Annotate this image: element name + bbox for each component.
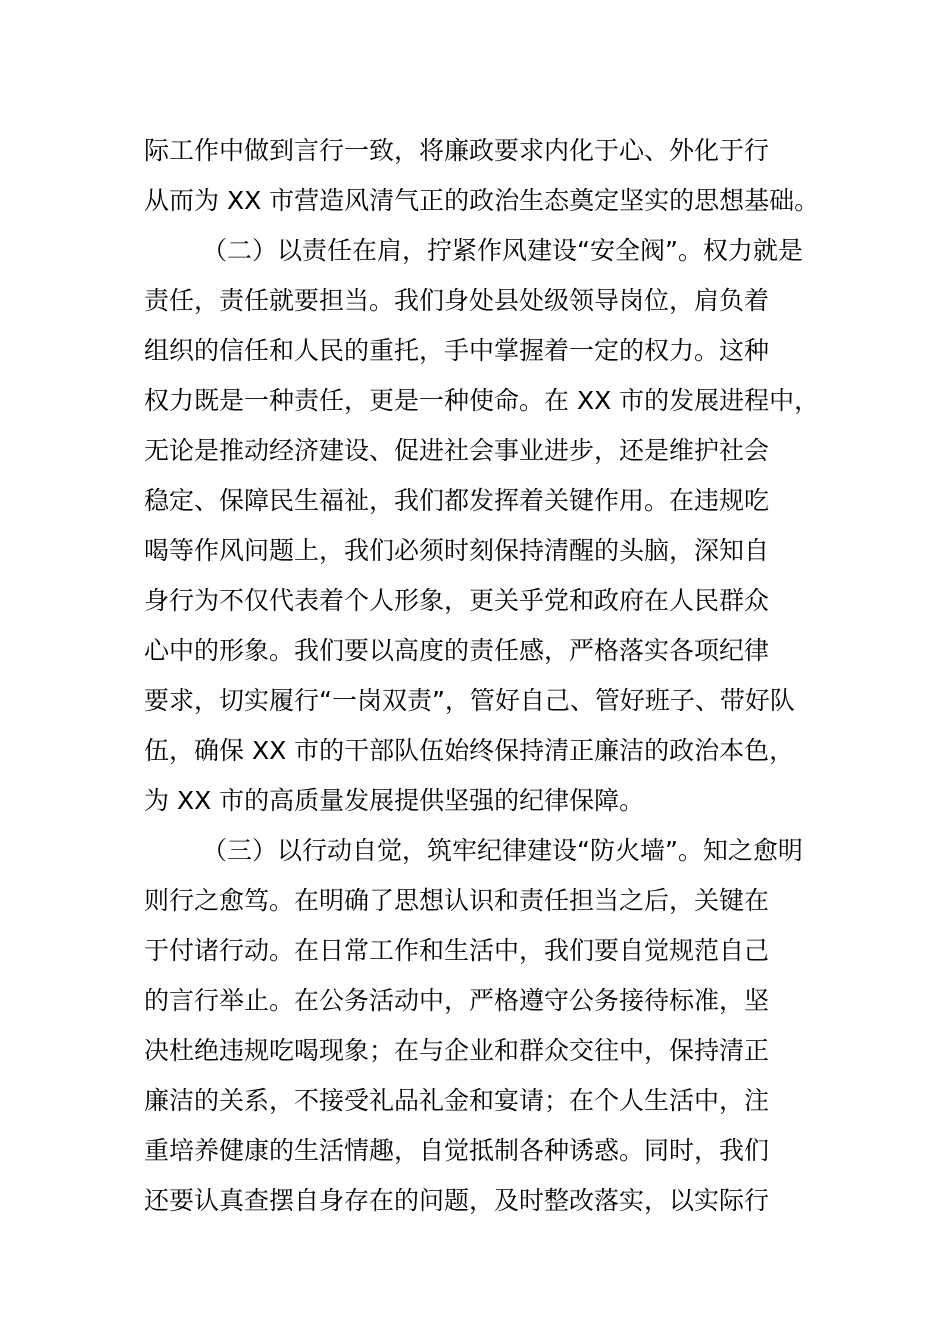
text-line: 重培养健康的生活情趣，自觉抵制各种诱惑。同时，我们: [144, 1136, 770, 1165]
document-body: [144, 126, 834, 1226]
text-line: 无论是推动经济建设、促进社会事业进步，还是维护社会: [144, 436, 770, 465]
text-line: 责任，责任就要担当。我们身处县处级领导岗位，肩负着: [144, 286, 770, 315]
text-line: 决杜绝违规吃喝现象；在与企业和群众交往中，保持清正: [144, 1036, 770, 1065]
text-line: 稳定、保障民生福祉，我们都发挥着关键作用。在违规吃: [144, 486, 770, 515]
text-line: 还要认真查摆自身存在的问题，及时整改落实，以实际行: [144, 1186, 770, 1215]
text-line: 从而为 XX 市营造风清气正的政治生态奠定坚实的思想基础。: [144, 186, 820, 215]
text-line: 心中的形象。我们要以高度的责任感，严格落实各项纪律: [144, 636, 770, 665]
section-heading-line: （三）以行动自觉，筑牢纪律建设“防火墙”。知之愈明: [202, 836, 803, 865]
text-line: 组织的信任和人民的重托，手中掌握着一定的权力。这种: [144, 336, 770, 365]
text-line: 的言行举止。在公务活动中，严格遵守公务接待标准，坚: [144, 986, 770, 1015]
section-heading-line: （二）以责任在肩，拧紧作风建设“安全阀”。权力就是: [202, 236, 803, 265]
text-line: 伍，确保 XX 市的干部队伍始终保持清正廉洁的政治本色，: [144, 736, 795, 765]
text-line: 于付诸行动。在日常工作和生活中，我们要自觉规范自己: [144, 936, 770, 965]
text-line: 身行为不仅代表着个人形象，更关乎党和政府在人民群众: [144, 586, 770, 615]
text-line: 喝等作风问题上，我们必须时刻保持清醒的头脑，深知自: [144, 536, 770, 565]
text-line: 为 XX 市的高质量发展提供坚强的纪律保障。: [144, 786, 645, 815]
text-line: 际工作中做到言行一致，将廉政要求内化于心、外化于行: [144, 136, 770, 165]
text-line: 要求，切实履行“一岗双责”，管好自己、管好班子、带好队: [144, 686, 795, 715]
text-line: 则行之愈笃。在明确了思想认识和责任担当之后，关键在: [144, 886, 770, 915]
text-line: 廉洁的关系，不接受礼品礼金和宴请；在个人生活中，注: [144, 1086, 770, 1115]
text-line: 权力既是一种责任，更是一种使命。在 XX 市的发展进程中，: [144, 386, 820, 415]
